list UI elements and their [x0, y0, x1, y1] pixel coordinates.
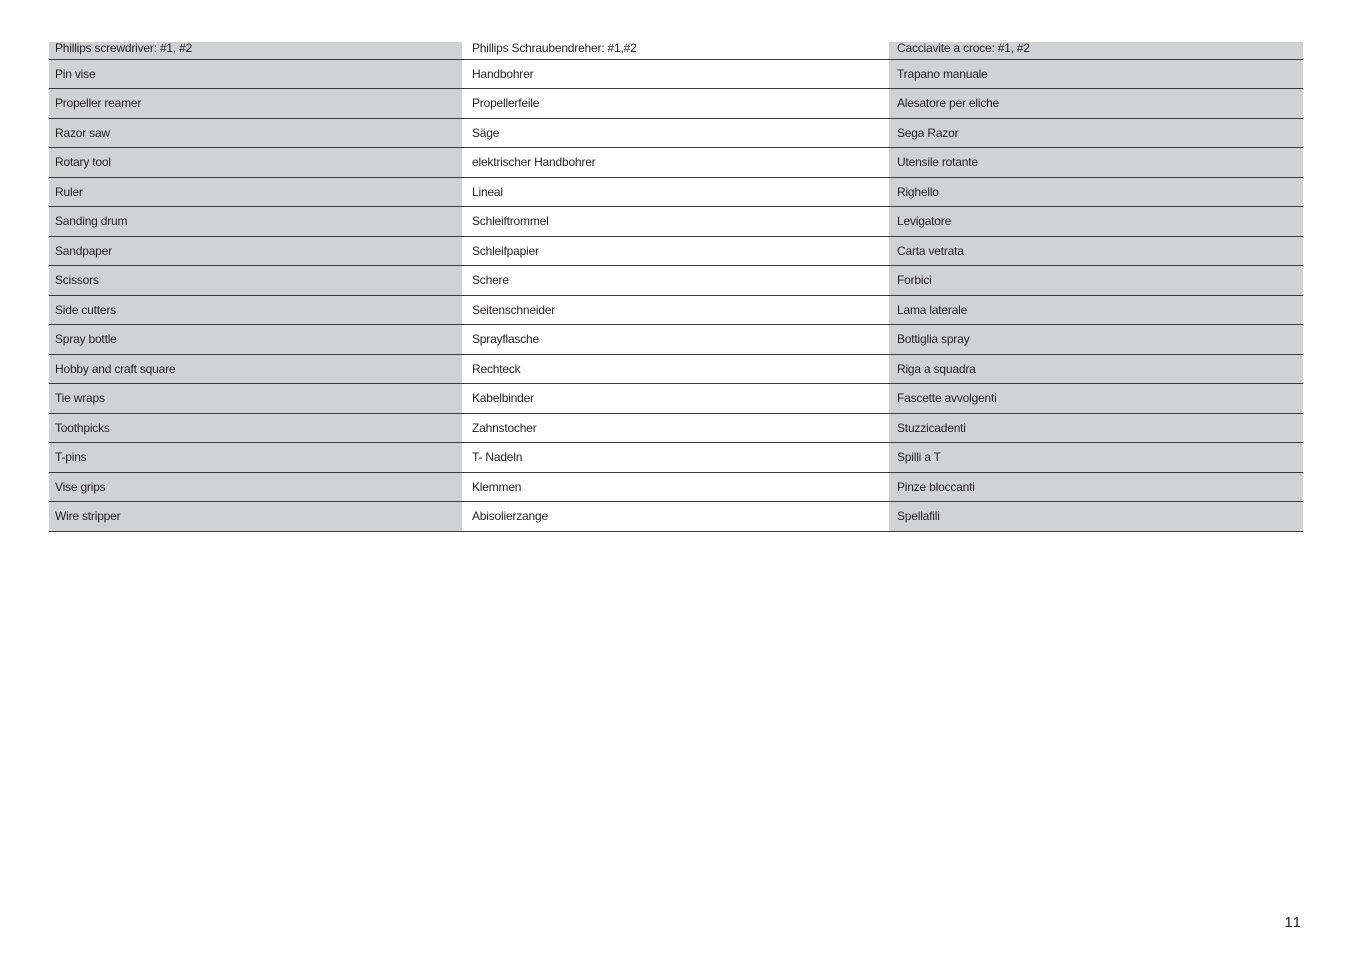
english-cell: Side cutters — [49, 295, 462, 325]
english-cell: T-pins — [49, 443, 462, 473]
italian-cell: Spellafili — [889, 502, 1303, 532]
german-cell: Lineal — [462, 177, 889, 207]
italian-cell: Fascette avvolgenti — [889, 384, 1303, 414]
table-row — [49, 472, 1303, 502]
english-cell: Tie wraps — [49, 384, 462, 414]
english-cell: Ruler — [49, 177, 462, 207]
english-cell: Propeller reamer — [49, 89, 462, 119]
italian-cell: Alesatore per eliche — [889, 89, 1303, 119]
italian-cell: Sega Razor — [889, 118, 1303, 148]
german-cell: Klemmen — [462, 472, 889, 502]
italian-cell: Bottiglia spray — [889, 325, 1303, 355]
table-row — [49, 236, 1303, 266]
tool-translation-table — [49, 42, 1303, 532]
italian-cell: Righello — [889, 177, 1303, 207]
english-cell: Vise grips — [49, 472, 462, 502]
german-cell: Säge — [462, 118, 889, 148]
german-cell: Sprayflasche — [462, 325, 889, 355]
table-row — [49, 295, 1303, 325]
italian-cell: Riga a squadra — [889, 354, 1303, 384]
english-cell: Rotary tool — [49, 148, 462, 178]
italian-cell: Trapano manuale — [889, 59, 1303, 89]
table-row — [49, 207, 1303, 237]
german-cell: Phillips Schraubendreher: #1,#2 — [462, 42, 889, 59]
german-cell: Schleiftrommel — [462, 207, 889, 237]
italian-cell: Cacciavite a croce: #1, #2 — [889, 42, 1303, 59]
table-row — [49, 266, 1303, 296]
english-cell: Sanding drum — [49, 207, 462, 237]
german-cell: T- Nadeln — [462, 443, 889, 473]
italian-cell: Levigatore — [889, 207, 1303, 237]
german-cell: Zahnstocher — [462, 413, 889, 443]
table-row — [49, 443, 1303, 473]
english-cell: Phillips screwdriver: #1, #2 — [49, 42, 462, 59]
german-cell: Kabelbinder — [462, 384, 889, 414]
page-number: 11 — [1284, 914, 1302, 931]
table-row — [49, 89, 1303, 119]
italian-cell: Forbici — [889, 266, 1303, 296]
italian-cell: Utensile rotante — [889, 148, 1303, 178]
german-cell: Propellerfeile — [462, 89, 889, 119]
italian-cell: Carta vetrata — [889, 236, 1303, 266]
italian-cell: Spilli a T — [889, 443, 1303, 473]
italian-cell: Stuzzicadenti — [889, 413, 1303, 443]
table-row — [49, 118, 1303, 148]
german-cell: Schere — [462, 266, 889, 296]
table-row — [49, 177, 1303, 207]
table-row — [49, 59, 1303, 89]
english-cell: Hobby and craft square — [49, 354, 462, 384]
english-cell: Toothpicks — [49, 413, 462, 443]
german-cell: Seitenschneider — [462, 295, 889, 325]
table-row — [49, 502, 1303, 532]
english-cell: Sandpaper — [49, 236, 462, 266]
english-cell: Spray bottle — [49, 325, 462, 355]
german-cell: elektrischer Handbohrer — [462, 148, 889, 178]
table-row — [49, 413, 1303, 443]
english-cell: Pin vise — [49, 59, 462, 89]
german-cell: Schleifpapier — [462, 236, 889, 266]
italian-cell: Lama laterale — [889, 295, 1303, 325]
english-cell: Razor saw — [49, 118, 462, 148]
table-row — [49, 148, 1303, 178]
table-body — [49, 42, 1303, 531]
table-row — [49, 325, 1303, 355]
table-row — [49, 384, 1303, 414]
table-row — [49, 42, 1303, 59]
german-cell: Rechteck — [462, 354, 889, 384]
english-cell: Wire stripper — [49, 502, 462, 532]
german-cell: Abisolierzange — [462, 502, 889, 532]
italian-cell: Pinze bloccanti — [889, 472, 1303, 502]
english-cell: Scissors — [49, 266, 462, 296]
german-cell: Handbohrer — [462, 59, 889, 89]
table-row — [49, 354, 1303, 384]
